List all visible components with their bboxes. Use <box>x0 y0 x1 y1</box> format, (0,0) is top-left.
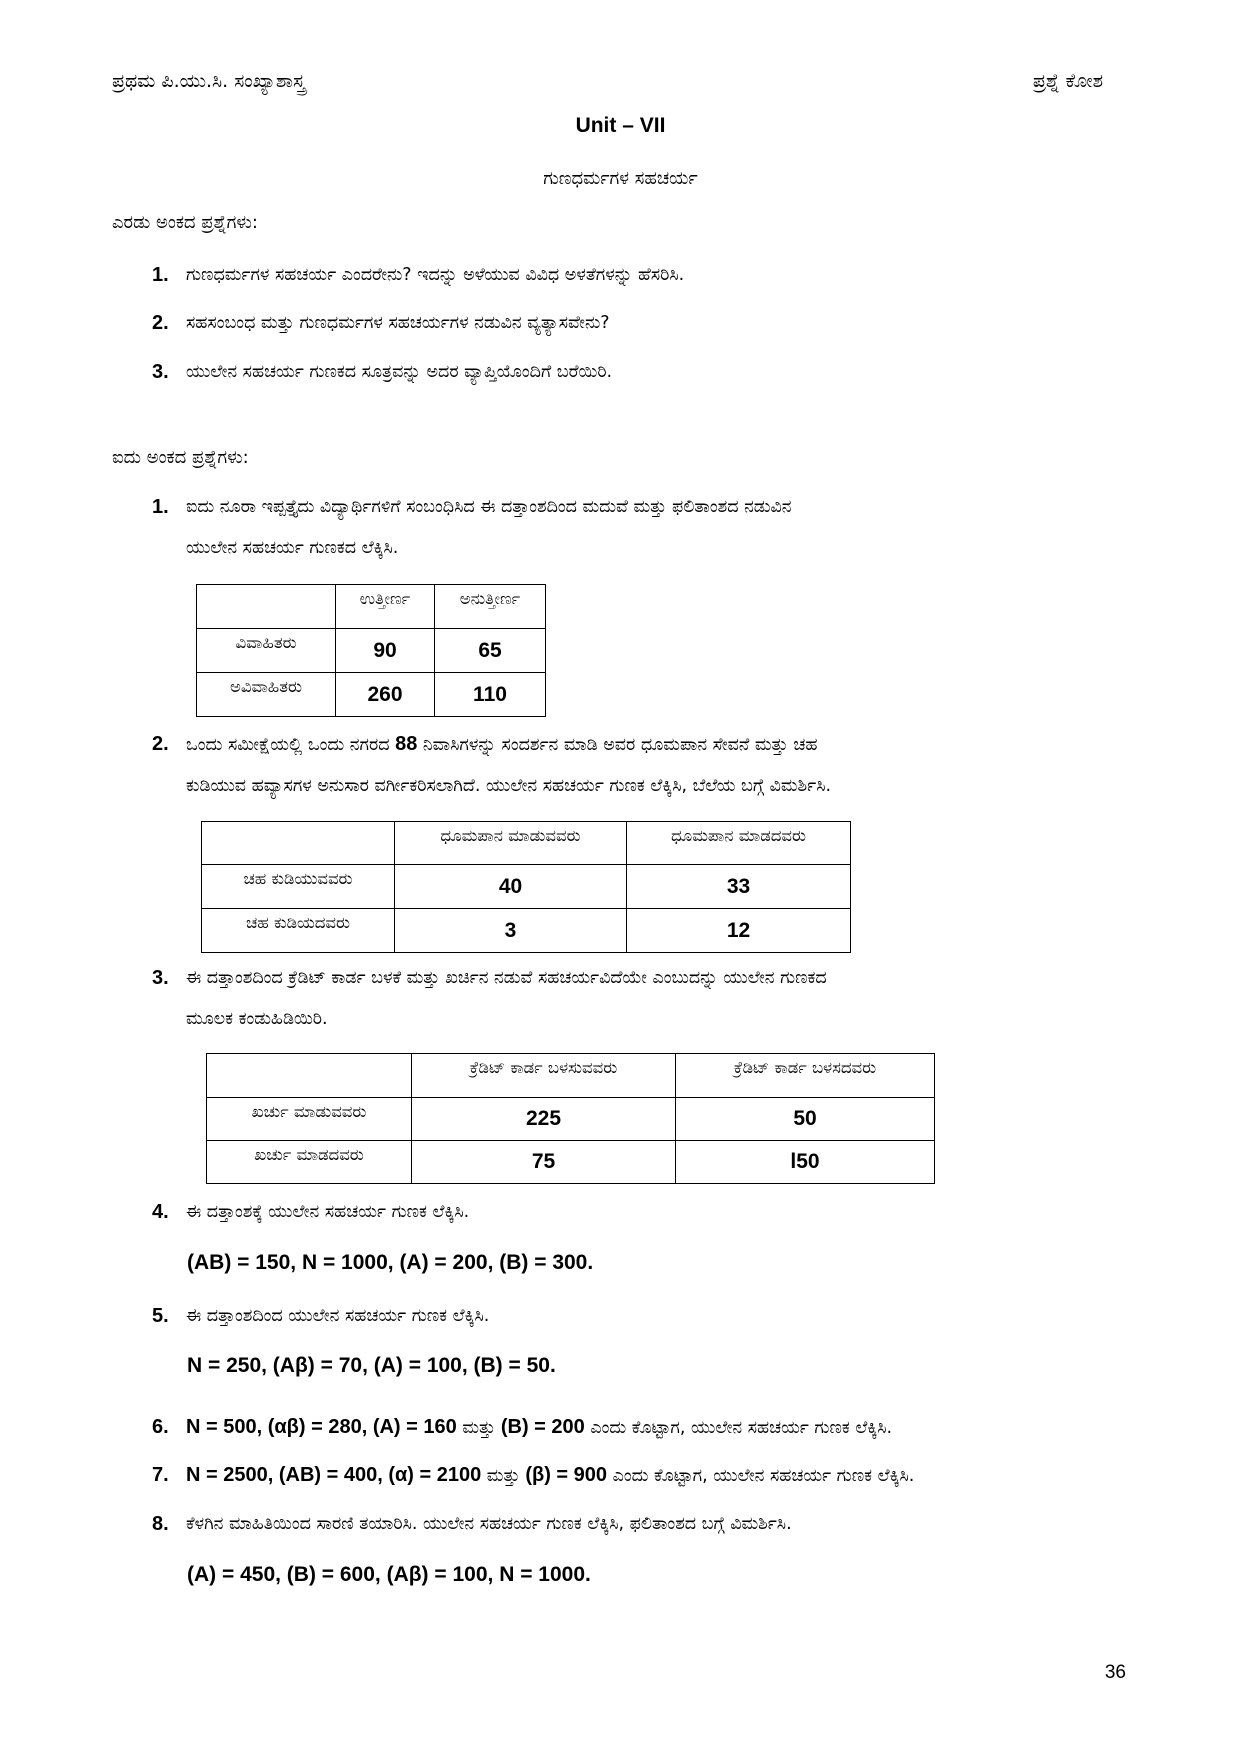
question-text: ಯುಲೇನ ಸಹಚರ್ಯ ಗುಣಕದ ಸೂತ್ರವನ್ನು ಅದರ ವ್ಯಾಪ್ತಿಯೊಂದಿಗೆ ಬರೆಯಿರಿ. <box>186 362 613 382</box>
text-segment: ಮತ್ತು <box>481 1466 526 1486</box>
two-mark-question-1 <box>152 255 1102 296</box>
given-values: N = 2500, (AB) = 400, (α) = 2100 <box>186 1464 482 1486</box>
question-number: 6. <box>152 1416 169 1438</box>
table-col-header: ಕ್ರೆಡಿಟ್ ಕಾರ್ಡ ಬಳಸುವವರು <box>412 1054 676 1098</box>
five-mark-question-7 <box>152 1455 1102 1497</box>
question-number: 4. <box>152 1201 169 1223</box>
text-segment: ನಿವಾಸಿಗಳನ್ನು ಸಂದರ್ಶನ ಮಾಡಿ ಅವರ ಧೂಮಪಾನ ಸೇವನೆ ಮತ್ತು ಚಹ <box>417 735 818 755</box>
table-corner-cell <box>197 585 336 629</box>
table-cell: 110 <box>435 673 546 717</box>
question-text: ಸಹಸಂಬಂಧ ಮತ್ತು ಗುಣಧರ್ಮಗಳ ಸಹಚರ್ಯಗಳ ನಡುವಿನ ವ್ಯತ್ಯಾಸವೇನು? <box>186 313 610 333</box>
table-cell: 3 <box>395 909 627 953</box>
table-row-header: ಚಹ ಕುಡಿಯುವವರು <box>202 865 395 909</box>
question-text: ಗುಣಧರ್ಮಗಳ ಸಹಚರ್ಯ ಎಂದರೇನು? ಇದನ್ನು ಅಳೆಯುವ ವಿವಿಧ ಅಳತೆಗಳನ್ನು ಹೆಸರಿಸಿ. <box>186 265 685 285</box>
five-mark-question-5 <box>152 1296 1102 1337</box>
given-values: N = 500, (αβ) = 280, (A) = 160 <box>186 1416 457 1438</box>
table-cell: 225 <box>412 1098 676 1141</box>
table-smoking-tea <box>201 821 851 953</box>
q8-given-values: (A) = 450, (B) = 600, (Aβ) = 100, N = 1000. <box>187 1563 591 1586</box>
question-number: 1. <box>152 264 169 286</box>
question-text <box>186 1455 1102 1497</box>
table-row-header: ಖರ್ಚು ಮಾಡದವರು <box>207 1141 412 1184</box>
two-mark-question-3 <box>152 352 1102 393</box>
table-row-header: ಖರ್ಚು ಮಾಡುವವರು <box>207 1098 412 1141</box>
q5-given-values: N = 250, (Aβ) = 70, (A) = 100, (B) = 50. <box>187 1354 556 1377</box>
question-text-line2: ಕುಡಿಯುವ ಹವ್ಯಾಸಗಳ ಅನುಸಾರ ವರ್ಗೀಕರಿಸಲಾಗಿದೆ. ಯುಲೇನ ಸಹಚರ್ಯ ಗುಣಕ ಲೆಕ್ಕಿಸಿ, ಬೆಲೆಯ ಬಗ್ಗೆ ವಿಮರ್ಶಿಸಿ. <box>186 776 832 796</box>
question-number: 5. <box>152 1305 169 1327</box>
two-mark-question-2 <box>152 303 1102 344</box>
table-col-header: ಧೂಮಪಾನ ಮಾಡದವರು <box>627 822 851 865</box>
page-number: 36 <box>1104 1662 1126 1683</box>
question-number: 3. <box>152 361 169 383</box>
question-number: 2. <box>152 733 169 755</box>
text-segment: ಮತ್ತು <box>456 1418 501 1438</box>
table-corner-cell <box>202 822 395 865</box>
question-number: 3. <box>152 967 169 989</box>
table-row-header: ಅವಿವಾಹಿತರು <box>197 673 336 717</box>
question-text: ಈ ದತ್ತಾಂಶದಿಂದ ಯುಲೇನ ಸಹಚರ್ಯ ಗುಣಕ ಲೆಕ್ಕಿಸಿ. <box>186 1306 490 1326</box>
text-segment: ಎಂದು ಕೊಟ್ಟಾಗ, ಯುಲೇನ ಸಹಚರ್ಯ ಗುಣಕ ಲೆಕ್ಕಿಸಿ. <box>584 1418 893 1438</box>
five-mark-question-6 <box>152 1407 1102 1449</box>
table-cell: 65 <box>435 629 546 673</box>
table-col-header: ಅನುತ್ತೀರ್ಣ <box>435 585 546 629</box>
five-mark-heading: ಐದು ಅಂಕದ ಪ್ರಶ್ನೆಗಳು: <box>112 447 249 468</box>
text-segment: ಎಂದು ಕೊಟ್ಟಾಗ, ಯುಲೇನ ಸಹಚರ್ಯ ಗುಣಕ ಲೆಕ್ಕಿಸಿ. <box>607 1466 915 1486</box>
question-text: ಈ ದತ್ತಾಂಶಕ್ಕೆ ಯುಲೇನ ಸಹಚರ್ಯ ಗುಣಕ ಲೆಕ್ಕಿಸಿ. <box>186 1202 470 1222</box>
question-text-line2: ಯುಲೇನ ಸಹಚರ್ಯ ಗುಣಕದ ಲೆಕ್ಕಿಸಿ. <box>186 538 399 558</box>
table-cell: l50 <box>676 1141 935 1184</box>
question-text-line1: ಈ ದತ್ತಾಂಶದಿಂದ ಕ್ರೆಡಿಟ್ ಕಾರ್ಡ ಬಳಕೆ ಮತ್ತು ಖರ್ಚಿನ ನಡುವೆ ಸಹಚರ್ಯವಿದೆಯೇ ಎಂಬುದನ್ನು ಯುಲೇನ ಗುಣಕದ <box>186 968 827 988</box>
table-row-header: ವಿವಾಹಿತರು <box>197 629 336 673</box>
table-corner-cell <box>207 1054 412 1098</box>
question-number: 7. <box>152 1464 169 1486</box>
given-values: (β) = 900 <box>525 1464 608 1486</box>
table-cell: 33 <box>627 865 851 909</box>
header-right-title: ಪ್ರಶ್ನೆ ಕೋಶ <box>1032 70 1103 92</box>
question-text <box>186 1407 1102 1449</box>
chapter-title: ಗುಣಧರ್ಮಗಳ ಸಹಚರ್ಯ <box>543 168 698 189</box>
five-mark-question-8 <box>152 1504 1102 1545</box>
table-cell: 260 <box>336 673 435 717</box>
table-row-header: ಚಹ ಕುಡಿಯದವರು <box>202 909 395 953</box>
question-number: 8. <box>152 1513 169 1535</box>
question-text-line1: ಐದು ನೂರಾ ಇಪ್ಪತ್ತೈದು ವಿದ್ಯಾರ್ಥಿಗಳಿಗೆ ಸಂಬಂಧಿಸಿದ ಈ ದತ್ತಾಂಶದಿಂದ ಮದುವೆ ಮತ್ತು ಫಲಿತಾಂಶದ ನಡುವಿನ <box>186 497 792 517</box>
table-col-header: ಉತ್ತೀರ್ಣ <box>336 585 435 629</box>
table-col-header: ಕ್ರೆಡಿಟ್ ಕಾರ್ಡ ಬಳಸದವರು <box>676 1054 935 1098</box>
resident-count: 88 <box>395 733 418 755</box>
table-marriage-result <box>196 584 546 717</box>
table-col-header: ಧೂಮಪಾನ ಮಾಡುವವರು <box>395 822 627 865</box>
table-cell: 75 <box>412 1141 676 1184</box>
five-mark-question-1 <box>152 487 1102 569</box>
given-values: (B) = 200 <box>500 1416 585 1438</box>
table-cell: 12 <box>627 909 851 953</box>
five-mark-question-2 <box>152 724 1102 807</box>
header-left-title: ಪ್ರಥಮ ಪಿ.ಯು.ಸಿ. ಸಂಖ್ಯಾಶಾಸ್ತ್ರ <box>112 70 306 92</box>
two-mark-heading: ಎರಡು ಅಂಕದ ಪ್ರಶ್ನೆಗಳು: <box>112 212 258 233</box>
table-cell: 90 <box>336 629 435 673</box>
table-credit-card <box>206 1053 935 1184</box>
five-mark-question-3 <box>152 958 1102 1040</box>
text-segment: ಒಂದು ಸಮೀಕ್ಷೆಯಲ್ಲಿ ಒಂದು ನಗರದ <box>186 735 396 755</box>
table-cell: 50 <box>676 1098 935 1141</box>
question-text-line2: ಮೂಲಕ ಕಂಡುಹಿಡಿಯಿರಿ. <box>186 1009 328 1029</box>
q4-given-values: (AB) = 150, N = 1000, (A) = 200, (B) = 300. <box>187 1251 594 1274</box>
unit-title: Unit – VII <box>575 114 666 137</box>
question-text-line1 <box>186 724 1102 766</box>
table-cell: 40 <box>395 865 627 909</box>
question-text: ಕೆಳಗಿನ ಮಾಹಿತಿಯಿಂದ ಸಾರಣಿ ತಯಾರಿಸಿ. ಯುಲೇನ ಸಹಚರ್ಯ ಗುಣಕ ಲೆಕ್ಕಿಸಿ, ಫಲಿತಾಂಶದ ಬಗ್ಗೆ ವಿಮರ್ಶಿಸಿ. <box>186 1514 792 1534</box>
five-mark-question-4 <box>152 1192 1102 1233</box>
question-number: 1. <box>152 496 169 518</box>
question-number: 2. <box>152 312 169 334</box>
